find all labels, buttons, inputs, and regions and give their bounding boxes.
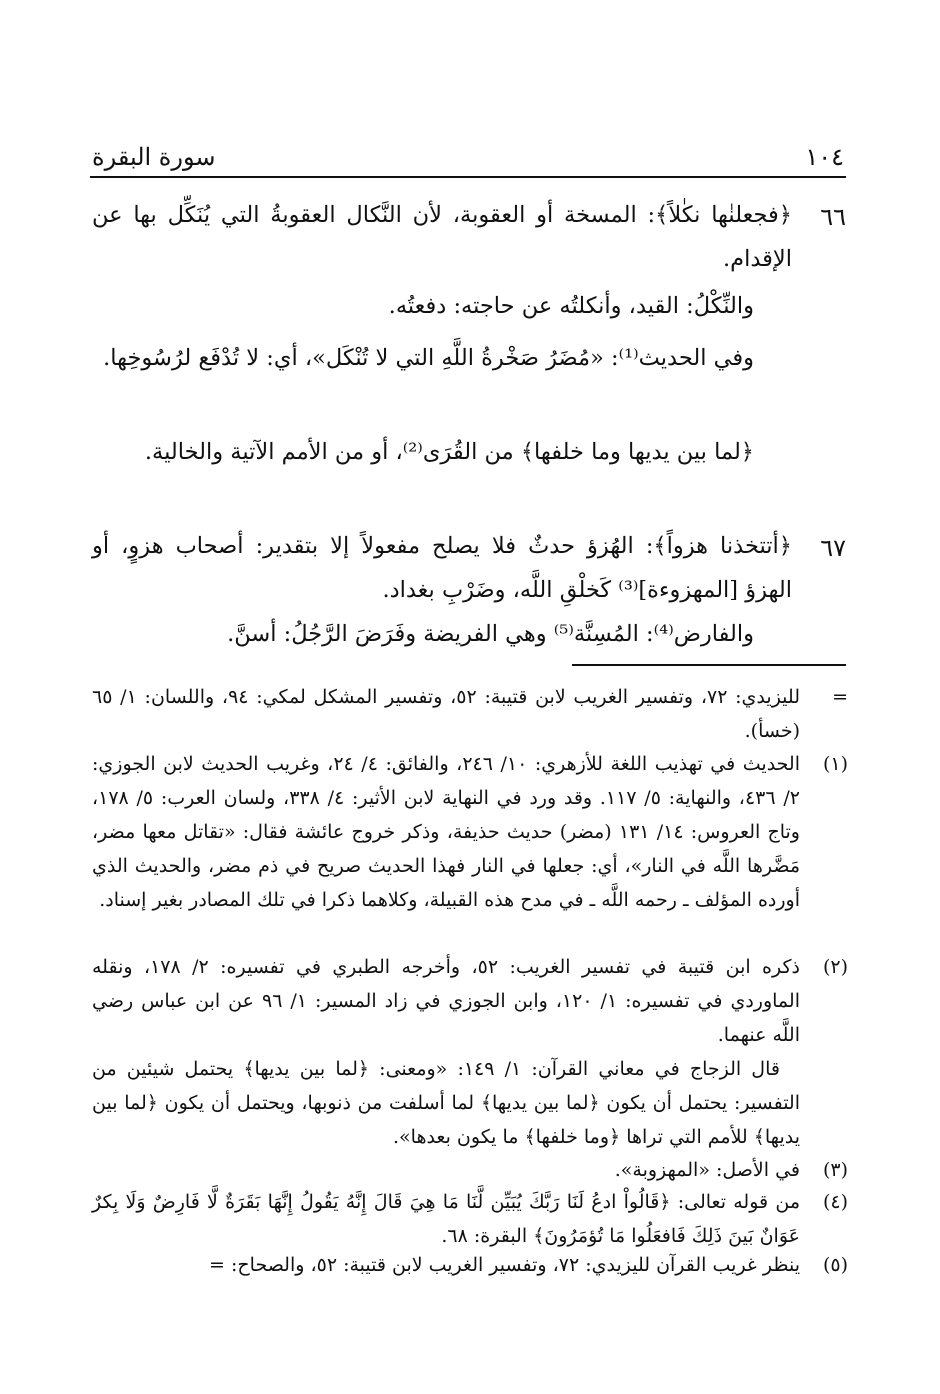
footnote bbox=[92, 1185, 848, 1253]
footnote-marker: (٥) bbox=[822, 1254, 848, 1276]
footnote-divider bbox=[572, 664, 846, 666]
footnote-text: الحديث في تهذيب اللغة للأزهري: ١٠/ ٢٤٦، والفائق: ٤/ ٢٤، وغريب الحديث لابن الجوزي: ٢/ ٤٣٦، والنهاية: ٥/ ١١٧. وقد ورد في النهاية لابن الأثير: ٤/ ٣٣٨، ولسان العرب: ٥/ ١٧٨، وتاج العروس: ١٤/ ١٣١ (مضر) حديث حذيفة، وذكر خروج عائشة فقال: «تقاتل معها مضر، مَضَّرها اللَّه في النار»، أي: جعلها في النار فهذا الحديث صريح في ذم مضر، والحديث الذي أورده المؤلف ـ رحمه اللَّه ـ في مدح هذه القبيلة، وكلاهما ذكرا في تلك المصادر بغير إسناد. bbox=[92, 753, 800, 911]
footnote bbox=[92, 950, 848, 1154]
footnote-marker: (٣) bbox=[822, 1159, 848, 1181]
footnote bbox=[92, 1248, 848, 1282]
footnote-marker: = bbox=[832, 686, 848, 708]
verse-number: ٦٦ bbox=[820, 203, 846, 231]
commentary-paragraph: والنِّكْلُ: القيد، وأنكلتُه عن حاجته: دفعتُه. bbox=[388, 293, 754, 319]
commentary-paragraph: ﴿فجعلنٰها نكٰلاً﴾: المسخة أو العقوبة، لأن النَّكال العقوبةُ التي يُنَكِّل بها عن الإقدام. bbox=[92, 202, 792, 272]
footnote-text: لليزيدي: ٧٢، وتفسير الغريب لابن قتيبة: ٥٢، وتفسير المشكل لمكي: ٩٤، واللسان: ١/ ٦٥ (خسأ). bbox=[92, 686, 800, 742]
footnote-marker: (٢) bbox=[822, 956, 848, 978]
footnote-marker: (١) bbox=[822, 753, 848, 775]
commentary-paragraph: ﴿أتتخذنا هزواً﴾: الهُزؤ حدثٌ فلا يصلح مفعولاً إلا بتقدير: أصحاب هزوٍ، أو الهزؤ [المهزوءة]⁽³⁾ كَخلْقِ اللَّه، وضَرْبِ بغداد. bbox=[92, 533, 792, 603]
footnote bbox=[92, 747, 848, 917]
footnote-text: قال الزجاج في معاني القرآن: ١/ ١٤٩: «ومعنى: ﴿لما بين يديها﴾ يحتمل شيئين من التفسير: يحتمل أن يكون ﴿لما بين يديها﴾ لما أسلفت من ذنوبها، ويحتمل أن يكون ﴿لما بين يديها﴾ للأمم التي تراها ﴿وما خلفها﴾ ما يكون بعدها». bbox=[92, 1058, 800, 1148]
footnote-text: ينظر غريب القرآن لليزيدي: ٧٢، وتفسير الغريب لابن قتيبة: ٥٢، والصحاح: = bbox=[209, 1254, 800, 1276]
footnote bbox=[92, 1153, 848, 1187]
footnote-text: في الأصل: «المهزوبة». bbox=[614, 1159, 800, 1181]
footnote-text: من قوله تعالى: ﴿قَالُواْ ادعُ لَنَا رَبَّكَ يُبَيِّن لَّنَا مَا هِيَ قَالَ إِنَّهُ يَقُولُ إِنَّهَا بَقَرَةٌ لَّا فَارِضٌ وَلَا بِكرٌ عَوَانٌ بَينَ ذَلِكَ فَافعَلُوا مَا تُؤمَرُونَ﴾ البقرة: ٦٨. bbox=[92, 1191, 800, 1247]
commentary-paragraph: وفي الحديث⁽¹⁾: «مُضَرُ صَخْرةُ اللَّهِ التي لا تُنْكَل»، أي: لا تُدْفَع لرُسُوخِها. bbox=[103, 345, 754, 371]
running-title: سورة البقرة bbox=[92, 143, 216, 171]
commentary-paragraph: ﴿لما بين يديها وما خلفها﴾ من القُرَى⁽²⁾، أو من الأمم الآتية والخالية. bbox=[144, 439, 754, 465]
footnote bbox=[92, 680, 848, 748]
page-header bbox=[90, 142, 846, 178]
verse-number: ٦٧ bbox=[820, 534, 846, 562]
footnote-text: ذكره ابن قتيبة في تفسير الغريب: ٥٢، وأخرجه الطبري في تفسيره: ٢/ ١٧٨، ونقله الماوردي في تفسيره: ١/ ١٢٠، وابن الجوزي في زاد المسير: ١/ ٩٦ عن ابن عباس رضي اللَّه عنهما. bbox=[92, 956, 800, 1046]
footnote-marker: (٤) bbox=[822, 1191, 848, 1213]
commentary-paragraph: والفارض⁽⁴⁾: المُسِنَّة⁽⁵⁾ وهي الفريضة وفَرَضَ الرَّجُلُ: أسنَّ. bbox=[227, 621, 754, 647]
page-number: ١٠٤ bbox=[805, 143, 844, 171]
